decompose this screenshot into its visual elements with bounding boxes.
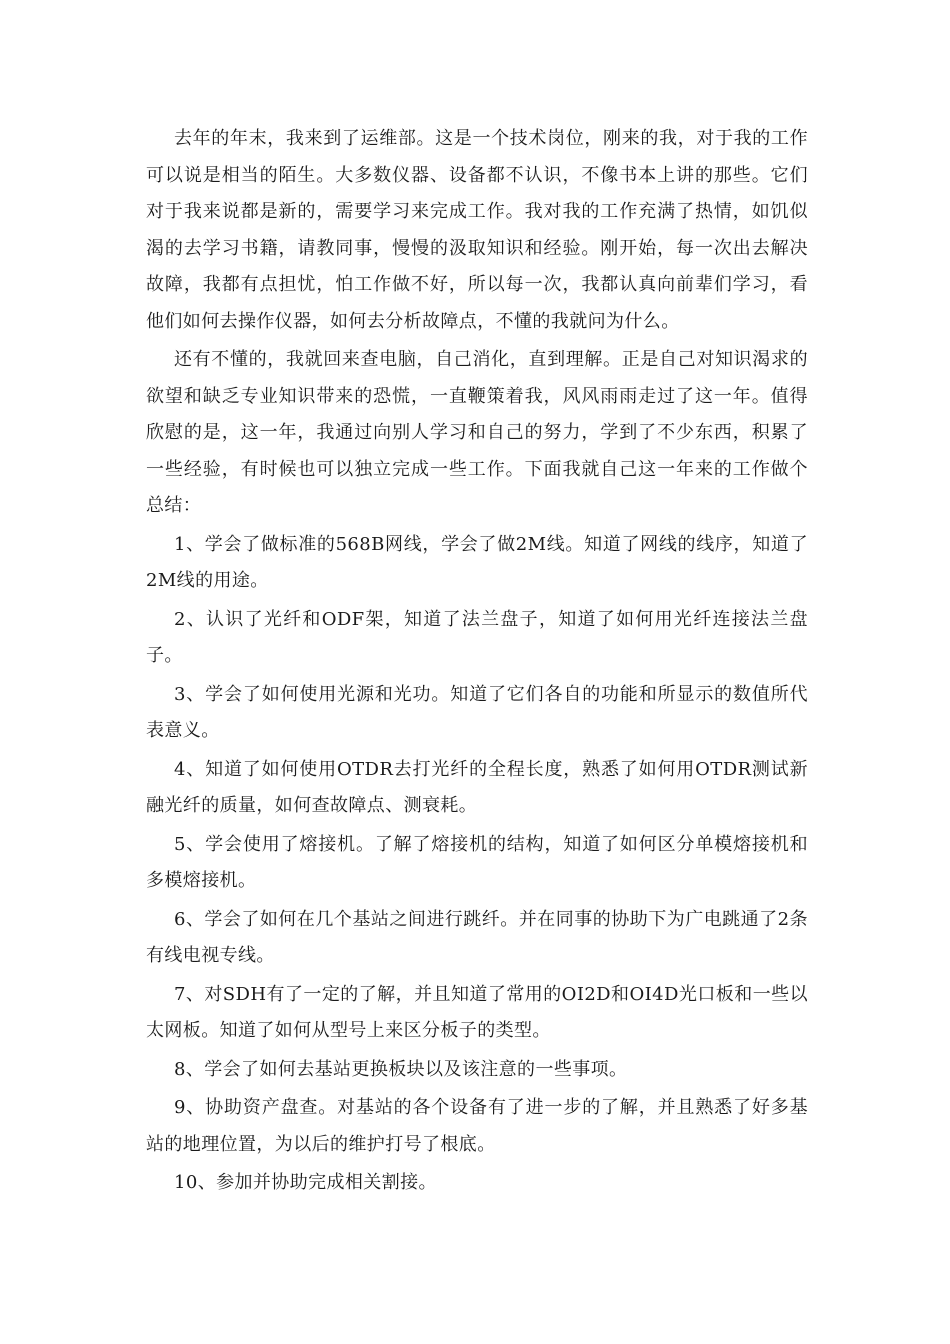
list-item-9: 9、协助资产盘查。对基站的各个设备有了进一步的了解，并且熟悉了好多基站的地理位置，为以后的维护打号了根底。 <box>146 1097 808 1155</box>
document-body <box>146 121 808 1204</box>
list-item-1: 1、学会了做标准的568B网线，学会了做2M线。知道了网线的线序，知道了2M线的用途。 <box>146 533 808 591</box>
list-item-3: 3、学会了如何使用光源和光功。知道了它们各自的功能和所显示的数值所代表意义。 <box>146 683 808 741</box>
list-item-7: 7、对SDH有了一定的了解，并且知道了常用的OI2D和OI4D光口板和一些以太网板。知道了如何从型号上来区分板子的类型。 <box>146 983 808 1041</box>
list-item-8: 8、学会了如何去基站更换板块以及该注意的一些事项。 <box>174 1058 628 1080</box>
paragraph-intro: 去年的年末，我来到了运维部。这是一个技术岗位，刚来的我，对于我的工作可以说是相当的陌生。大多数仪器、设备都不认识，不像书本上讲的那些。它们对于我来说都是新的，需要学习来完成工作。我对我的工作充满了热情，如饥似渴的去学习书籍，请教同事，慢慢的汲取知识和经验。刚开始，每一次出去解决故障，我都有点担忧，怕工作做不好，所以每一次，我都认真向前辈们学习，看他们如何去操作仪器，如何去分析故障点，不懂的我就问为什么。 <box>146 128 808 332</box>
list-item-4: 4、知道了如何使用OTDR去打光纤的全程长度，熟悉了如何用OTDR测试新融光纤的质量，如何查故障点、测衰耗。 <box>146 758 808 816</box>
list-item-6: 6、学会了如何在几个基站之间进行跳纤。并在同事的协助下为广电跳通了2条有线电视专线。 <box>146 908 808 966</box>
paragraph-reflection: 还有不懂的，我就回来查电脑，自己消化，直到理解。正是自己对知识渴求的欲望和缺乏专业知识带来的恐慌，一直鞭策着我，风风雨雨走过了这一年。值得欣慰的是，这一年，我通过向别人学习和自己的努力，学到了不少东西，积累了一些经验，有时候也可以独立完成一些工作。下面我就自己这一年来的工作做个总结： <box>146 349 808 516</box>
list-item-10: 10、参加并协助完成相关割接。 <box>174 1172 437 1193</box>
list-item-5: 5、学会使用了熔接机。了解了熔接机的结构，知道了如何区分单模熔接机和多模熔接机。 <box>146 833 808 891</box>
list-item-2: 2、认识了光纤和ODF架，知道了法兰盘子，知道了如何用光纤连接法兰盘子。 <box>146 608 808 666</box>
